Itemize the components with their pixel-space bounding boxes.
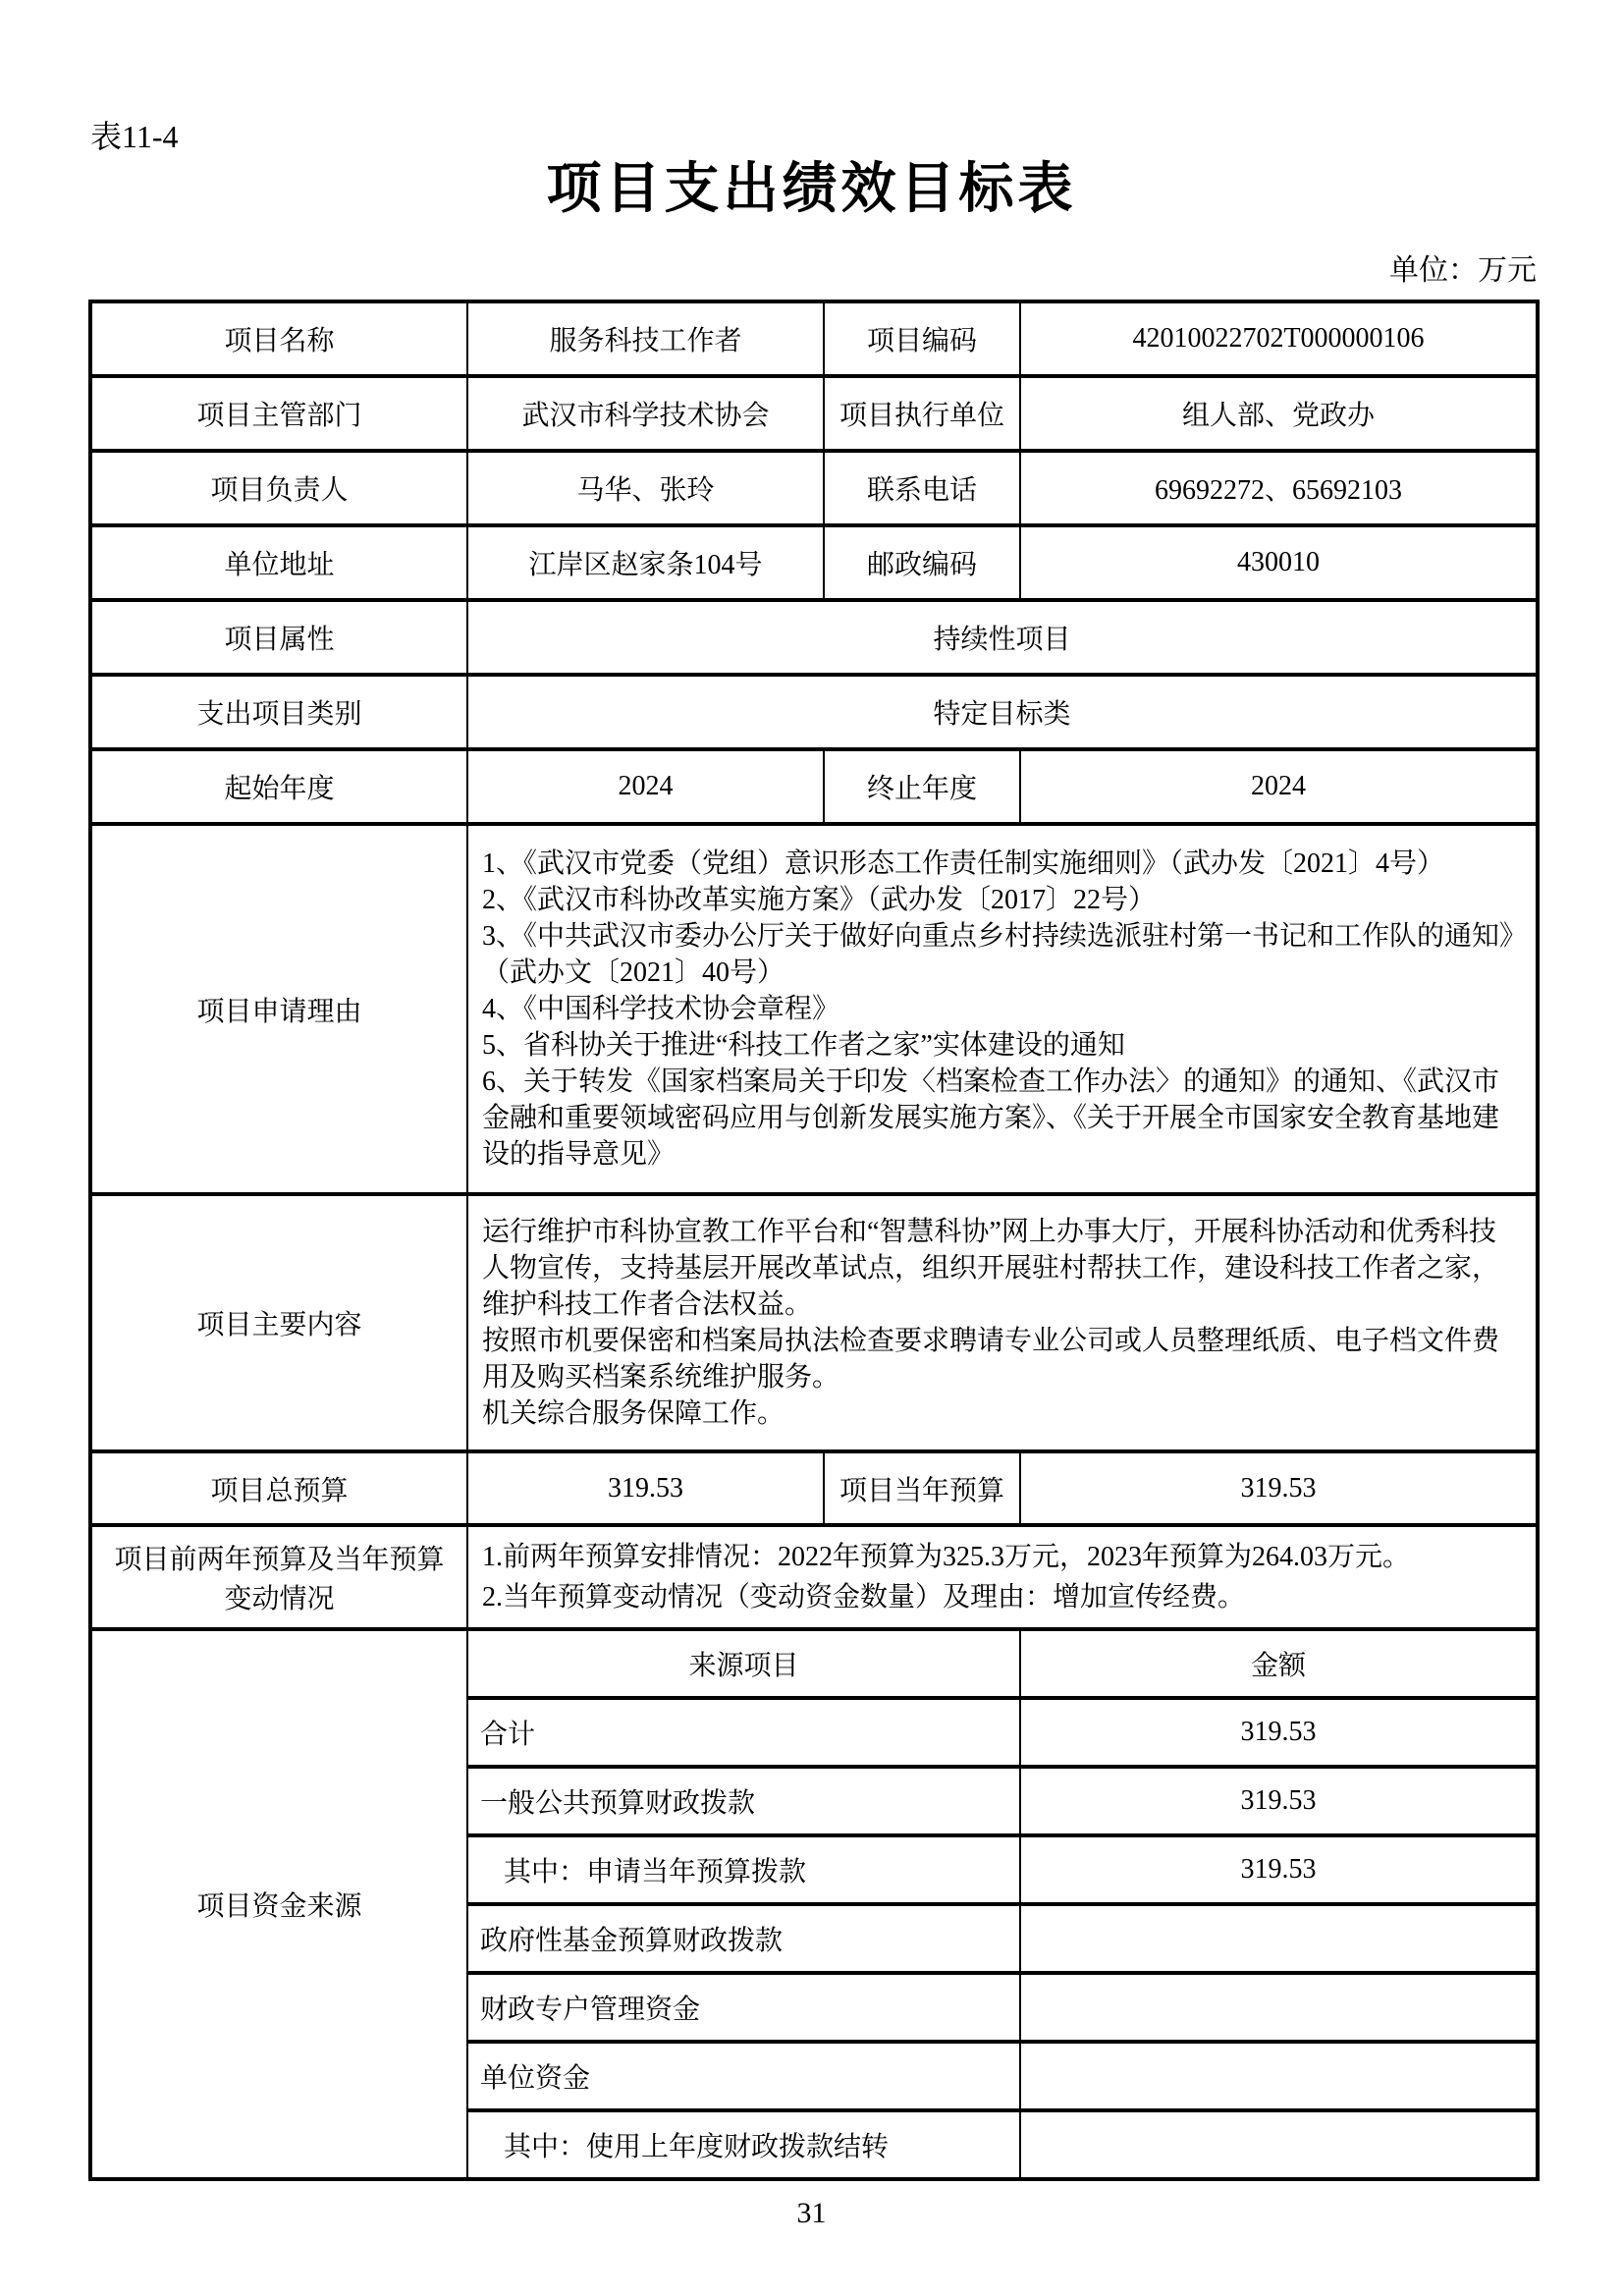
label-current-year-budget: 项目当年预算 [824,1451,1020,1525]
budget-history-line: 1.前两年预算安排情况：2022年预算为325.3万元，2023年预算为264.03万元。 [482,1542,1411,1572]
value-expenditure-category: 特定目标类 [467,675,1538,749]
label-supervising-department: 项目主管部门 [90,376,467,451]
label-contact-phone: 联系电话 [824,451,1020,525]
value-application-reason [467,824,1538,1194]
row-budget [90,1451,1538,1525]
funding-source-government-fund: 政府性基金预算财政拨款 [467,1904,1020,1973]
reason-item: 4、《中国科学技术协会章程》 [482,994,840,1024]
reason-item: 5、省科协关于推进“科技工作者之家”实体建设的通知 [482,1030,1125,1061]
funding-header-amount: 金额 [1020,1629,1538,1698]
value-postal-code: 430010 [1020,525,1538,600]
funding-amount-unit-funds [1020,2042,1538,2110]
funding-header-source: 来源项目 [467,1629,1020,1698]
label-executing-unit: 项目执行单位 [824,376,1020,451]
value-project-attribute: 持续性项目 [467,600,1538,675]
performance-target-table [88,300,1540,2181]
label-project-attribute: 项目属性 [90,600,467,675]
value-project-code: 42010022702T000000106 [1020,301,1538,376]
label-postal-code: 邮政编码 [824,525,1020,600]
funding-amount-carryover [1020,2110,1538,2179]
row-category [90,675,1538,749]
value-supervising-department: 武汉市科学技术协会 [467,376,824,451]
page-title: 项目支出绩效目标表 [546,159,1077,220]
value-total-budget: 319.53 [467,1451,824,1525]
row-years [90,749,1538,824]
page-number: 31 [796,2197,827,2229]
row-budget-history [90,1525,1538,1629]
label-end-year: 终止年度 [824,749,1020,824]
budget-history-label-line: 项目前两年预算及当年预算 [114,1545,445,1575]
budget-history-line: 2.当年预算变动情况（变动资金数量）及理由：增加宣传经费。 [482,1582,1246,1613]
reason-item: 2、《武汉市科协改革实施方案》（武办发〔2017〕22号） [482,885,1157,915]
label-project-code: 项目编码 [824,301,1020,376]
row-funding-header [90,1629,1538,1698]
row-department [90,376,1538,451]
value-budget-history [467,1525,1538,1629]
funding-source-public-budget: 一般公共预算财政拨款 [467,1767,1020,1835]
value-start-year: 2024 [467,749,824,824]
row-application-reason [90,824,1538,1194]
unit-note: 单位：万元 [1389,254,1537,287]
funding-amount-total: 319.53 [1020,1698,1538,1767]
row-main-content [90,1194,1538,1451]
label-funding-source: 项目资金来源 [90,1629,467,2179]
content-paragraph: 运行维护市科协宣教工作平台和“智慧科协”网上办事大厅，开展科协活动和优秀科技人物宣传，支持基层开展改革试点，组织开展驻村帮扶工作，建设科技工作者之家，维护科技工作者合法权益。 [482,1217,1500,1320]
value-contact-phone: 69692272、65692103 [1020,451,1538,525]
budget-history-label-line: 变动情况 [224,1584,335,1614]
funding-source-special-account: 财政专户管理资金 [467,1973,1020,2042]
content-paragraph: 按照市机要保密和档案局执法检查要求聘请专业公司或人员整理纸质、电子档文件费用及购买档案系统维护服务。 [482,1326,1500,1393]
funding-amount-public-budget: 319.53 [1020,1767,1538,1835]
reason-item: 1、《武汉市党委（党组）意识形态工作责任制实施细则》（武办发〔2021〕4号） [482,848,1445,879]
value-project-name: 服务科技工作者 [467,301,824,376]
value-end-year: 2024 [1020,749,1538,824]
row-responsible-person [90,451,1538,525]
reason-item: 6、关于转发《国家档案局关于印发〈档案检查工作办法〉的通知》的通知、《武汉市金融和重要领域密码应用与创新发展实施方案》、《关于开展全市国家安全教育基地建设的指导意见》 [482,1066,1500,1170]
value-executing-unit: 组人部、党政办 [1020,376,1538,451]
label-total-budget: 项目总预算 [90,1451,467,1525]
label-start-year: 起始年度 [90,749,467,824]
funding-source-current-year-appropriation: 其中：申请当年预算拨款 [467,1835,1020,1904]
table-caption: 表11-4 [90,119,179,154]
label-budget-history [90,1525,467,1629]
value-unit-address: 江岸区赵家条104号 [467,525,824,600]
label-responsible-person: 项目负责人 [90,451,467,525]
row-address [90,525,1538,600]
label-main-content: 项目主要内容 [90,1194,467,1451]
label-expenditure-category: 支出项目类别 [90,675,467,749]
funding-amount-current-year-appropriation: 319.53 [1020,1835,1538,1904]
content-paragraph: 机关综合服务保障工作。 [482,1398,785,1429]
label-application-reason: 项目申请理由 [90,824,467,1194]
value-responsible-person: 马华、张玲 [467,451,824,525]
value-main-content [467,1194,1538,1451]
value-current-year-budget: 319.53 [1020,1451,1538,1525]
funding-source-unit-funds: 单位资金 [467,2042,1020,2110]
funding-amount-special-account [1020,1973,1538,2042]
label-project-name: 项目名称 [90,301,467,376]
funding-amount-government-fund [1020,1904,1538,1973]
row-project-name [90,301,1538,376]
label-unit-address: 单位地址 [90,525,467,600]
funding-source-total: 合计 [467,1698,1020,1767]
reason-item: 3、《中共武汉市委办公厅关于做好向重点乡村持续选派驻村第一书记和工作队的通知》（武办文〔2021〕40号） [482,921,1514,988]
row-attribute [90,600,1538,675]
funding-source-carryover: 其中：使用上年度财政拨款结转 [467,2110,1020,2179]
